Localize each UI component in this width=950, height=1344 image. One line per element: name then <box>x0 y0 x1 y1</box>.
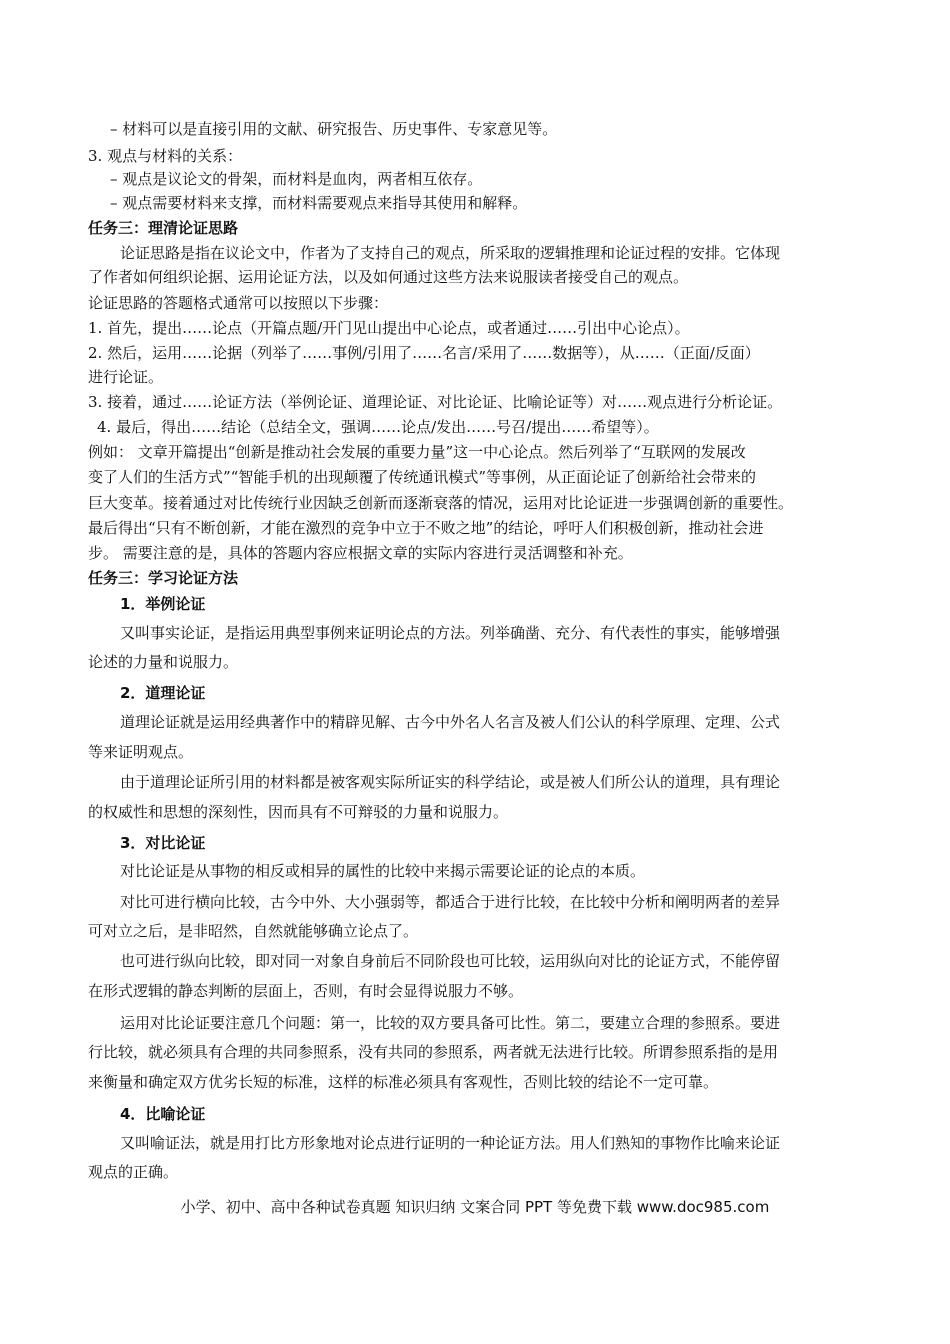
paragraph-line: 论证思路是指在议论文中，作者为了支持自己的观点，所采取的逻辑推理和论证过程的安排。它体现 <box>120 244 781 262</box>
text-line: – 材料可以是直接引用的文献、研究报告、历史事件、专家意见等。 <box>110 120 558 138</box>
paragraph-line: 最后得出“只有不断创新，才能在激烈的竞争中立于不败之地”的结论，呼吁人们积极创新，推动社会进 <box>88 519 764 537</box>
paragraph-line: 等来证明观点。 <box>88 743 194 761</box>
paragraph-line: 观点的正确。 <box>88 1163 179 1181</box>
paragraph-line: 论述的力量和说服力。 <box>88 653 239 671</box>
paragraph-line: 了作者如何组织论据、运用论证方法，以及如何通过这些方法来说服读者接受自己的观点。 <box>88 268 689 286</box>
subsection-heading: 1．举例论证 <box>120 595 206 613</box>
paragraph-line: 可对立之后，是非昭然，自然就能够确立论点了。 <box>88 922 419 940</box>
paragraph-line: 论证思路的答题格式通常可以按照以下步骤： <box>88 294 389 312</box>
paragraph-line: 进行论证。 <box>88 368 164 386</box>
paragraph-line: 例如： 文章开篇提出“创新是推动社会发展的重要力量”这一中心论点。然后列举了“互联网的发展改 <box>88 443 746 461</box>
paragraph-line: 运用对比论证要注意几个问题：第一，比较的双方要具备可比性。第二，要建立合理的参照系。要进 <box>120 1014 781 1032</box>
paragraph-line: 又叫喻证法，就是用打比方形象地对论点进行证明的一种论证方法。用人们熟知的事物作比喻来论证 <box>120 1134 781 1152</box>
paragraph-line: 来衡量和确定双方优劣长短的标准，这样的标准必须具有客观性，否则比较的结论不一定可靠。 <box>88 1073 719 1091</box>
section-heading: 任务三：理清论证思路 <box>88 219 239 237</box>
paragraph-line: 对比论证是从事物的相反或相异的属性的比较中来揭示需要论证的论点的本质。 <box>120 862 646 880</box>
paragraph-line: 步。 需要注意的是，具体的答题内容应根据文章的实际内容进行灵活调整和补充。 <box>88 544 633 562</box>
paragraph-line: 对比可进行横向比较，古今中外、大小强弱等，都适合于进行比较，在比较中分析和阐明两者的差异 <box>120 893 781 911</box>
paragraph-line: 在形式逻辑的静态判断的层面上，否则，有时会显得说服力不够。 <box>88 982 524 1000</box>
paragraph-line: 道理论证就是运用经典著作中的精辟见解、古今中外名人名言及被人们公认的科学原理、定理、公式 <box>120 713 781 731</box>
paragraph-line: 也可进行纵向比较，即对同一对象自身前后不同阶段也可比较，运用纵向对比的论证方式，不能停留 <box>120 952 781 970</box>
paragraph-line: 又叫事实论证，是指运用典型事例来证明论点的方法。列举确凿、充分、有代表性的事实，能够增强 <box>120 624 781 642</box>
section-heading: 任务三：学习论证方法 <box>88 569 239 587</box>
subsection-heading: 2．道理论证 <box>120 684 206 702</box>
paragraph-line: 的权威性和思想的深刻性，因而具有不可辩驳的力量和说服力。 <box>88 803 509 821</box>
list-item: 3. 观点与材料的关系： <box>88 147 243 165</box>
subsection-heading: 4．比喻论证 <box>120 1105 206 1123</box>
page-footer: 小学、初中、高中各种试卷真题 知识归纳 文案合同 PPT 等免费下载 www.doc985.com <box>180 1198 770 1216</box>
paragraph-line: 由于道理论证所引用的材料都是被客观实际所证实的科学结论，或是被人们所公认的道理，具有理论 <box>120 773 781 791</box>
list-item: 3. 接着，通过……论证方法（举例论证、道理论证、对比论证、比喻论证等）对……观点进行分析论证。 <box>88 393 783 411</box>
paragraph-line: 行比较，就必须具有合理的共同参照系，没有共同的参照系，两者就无法进行比较。所谓参照系指的是用 <box>88 1043 779 1061</box>
text-line: – 观点是议论文的骨架，而材料是血肉，两者相互依存。 <box>110 170 483 188</box>
list-item: 2. 然后，运用……论据（列举了……事例/引用了……名言/采用了……数据等），从……（正面/反面） <box>88 344 760 362</box>
subsection-heading: 3．对比论证 <box>120 834 206 852</box>
paragraph-line: 变了人们的生活方式”“智能手机的出现颠覆了传统通讯模式”等事例，从正面论证了创新给社会带来的 <box>88 468 757 486</box>
list-item: 4. 最后，得出……结论（总结全文，强调……论点/发出……号召/提出……希望等）。 <box>97 418 659 436</box>
text-line: – 观点需要材料来支撑，而材料需要观点来指导其使用和解释。 <box>110 194 528 212</box>
list-item: 1. 首先，提出……论点（开篇点题/开门见山提出中心论点，或者通过……引出中心论点）。 <box>88 319 690 337</box>
paragraph-line: 巨大变革。接着通过对比传统行业因缺乏创新而逐渐衰落的情况，运用对比论证进一步强调创新的重要性。 <box>88 494 794 512</box>
